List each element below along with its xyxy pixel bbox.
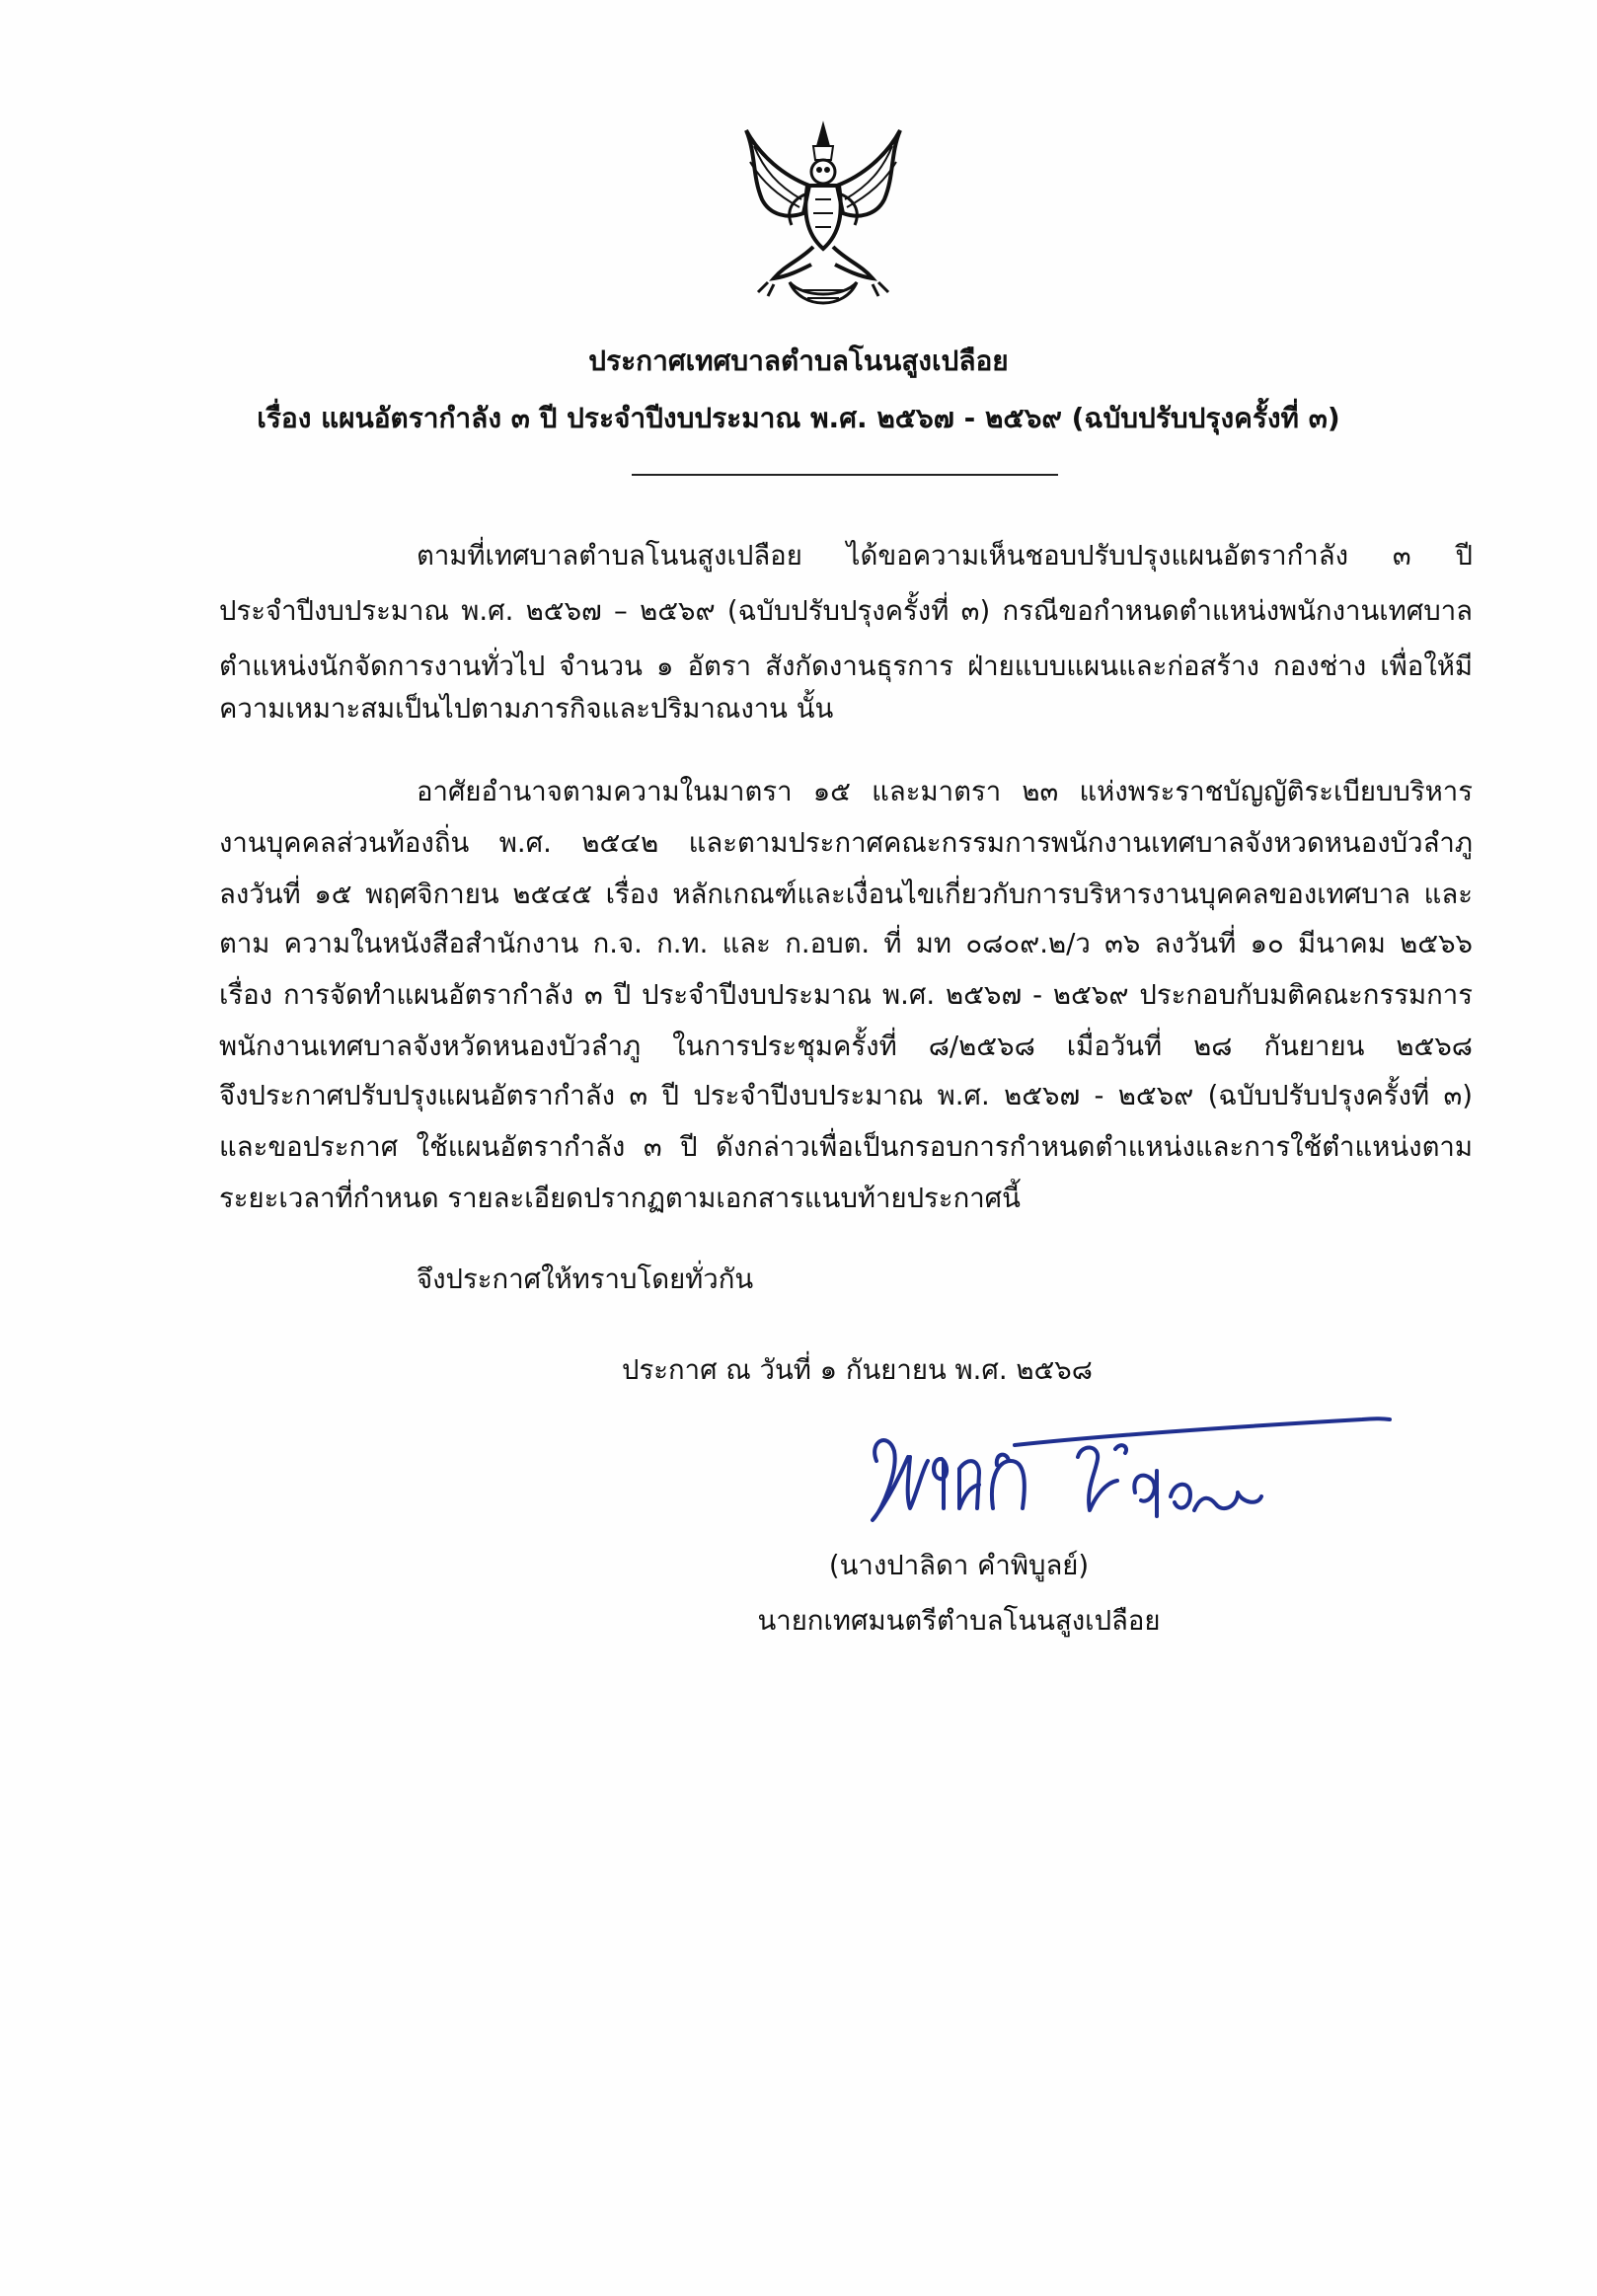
signer-position: นายกเทศมนตรีตำบลโนนสูงเปลือย bbox=[757, 1605, 1161, 1637]
paragraph1-line-4: ความเหมาะสมเป็นไปตามภารกิจและปริมาณงาน นั้น bbox=[219, 693, 834, 725]
paragraph2-line-2: งานบุคคลส่วนท้องถิ่น พ.ศ. ๒๕๔๒ และตามประกาศคณะกรรมการพนักงานเทศบาลจังหวดหนองบัวลำภู bbox=[219, 827, 1473, 859]
announcement-subject: เรื่อง แผนอัตรากำลัง ๓ ปี ประจำปีงบประมาณ พ.ศ. ๒๕๖๗ - ๒๕๖๙ (ฉบับปรับปรุงครั้งที่ ๓) bbox=[257, 402, 1340, 434]
paragraph2-line-6: พนักงานเทศบาลจังหวัดหนองบัวลำภู ในการประชุมครั้งที่ ๘/๒๕๖๘ เมื่อวันที่ ๒๘ กันยายน ๒๕๖๘ bbox=[219, 1031, 1473, 1062]
handwritten-signature bbox=[849, 1402, 1411, 1530]
paragraph2-line-8: และขอประกาศ ใช้แผนอัตรากำลัง ๓ ปี ดังกล่าวเพื่อเป็นกรอบการกำหนดตำแหน่งและการใช้ตำแหน่งตาม bbox=[219, 1131, 1473, 1163]
paragraph2-line-7: จึงประกาศปรับปรุงแผนอัตรากำลัง ๓ ปี ประจำปีงบประมาณ พ.ศ. ๒๕๖๗ - ๒๕๖๙ (ฉบับปรับปรุงครั้งที่ ๓) bbox=[219, 1080, 1473, 1111]
paragraph2-line-5: เรื่อง การจัดทำแผนอัตรากำลัง ๓ ปี ประจำปีงบประมาณ พ.ศ. ๒๕๖๗ - ๒๕๖๙ ประกอบกับมติคณะกรรมการ bbox=[219, 979, 1473, 1011]
paragraph2-line-9: ระยะเวลาที่กำหนด รายละเอียดปรากฏตามเอกสารแนบท้ายประกาศนี้ bbox=[219, 1183, 1021, 1214]
closing-statement: จึงประกาศให้ทราบโดยทั่วกัน bbox=[417, 1263, 754, 1295]
signer-name: (นางปาลิดา คำพิบูลย์) bbox=[828, 1550, 1090, 1581]
paragraph1-line-3: ตำแหน่งนักจัดการงานทั่วไป จำนวน ๑ อัตรา สังกัดงานธุรการ ฝ่ายแบบแผนและก่อสร้าง กองช่าง เพื่อให้มี bbox=[219, 651, 1473, 682]
paragraph1-line-1: ตามที่เทศบาลตำบลโนนสูงเปลือย ได้ขอความเห็นชอบปรับปรุงแผนอัตรากำลัง ๓ ปี bbox=[417, 540, 1473, 572]
announcement-title: ประกาศเทศบาลตำบลโนนสูงเปลือย bbox=[588, 344, 1009, 377]
paragraph2-line-3: ลงวันที่ ๑๕ พฤศจิกายน ๒๕๔๕ เรื่อง หลักเกณฑ์และเงื่อนไขเกี่ยวกับการบริหารงานบุคคลของเทศบาล และ bbox=[219, 879, 1473, 910]
garuda-emblem-icon bbox=[734, 116, 912, 319]
announcement-date: ประกาศ ณ วันที่ ๑ กันยายน พ.ศ. ๒๕๖๘ bbox=[622, 1354, 1093, 1386]
paragraph2-line-1: อาศัยอำนาจตามความในมาตรา ๑๕ และมาตรา ๒๓ แห่งพระราชบัญญัติระเบียบบริหาร bbox=[417, 776, 1473, 807]
paragraph1-line-2: ประจำปีงบประมาณ พ.ศ. ๒๕๖๗ – ๒๕๖๙ (ฉบับปรับปรุงครั้งที่ ๓) กรณีขอกำหนดตำแหน่งพนักงานเทศบาล bbox=[219, 595, 1473, 627]
title-divider bbox=[632, 474, 1058, 476]
paragraph2-line-4: ตาม ความในหนังสือสำนักงาน ก.จ. ก.ท. และ ก.อบต. ที่ มท ๐๘๐๙.๒/ว ๓๖ ลงวันที่ ๑๐ มีนาคม ๒๕๖๖ bbox=[219, 928, 1473, 959]
